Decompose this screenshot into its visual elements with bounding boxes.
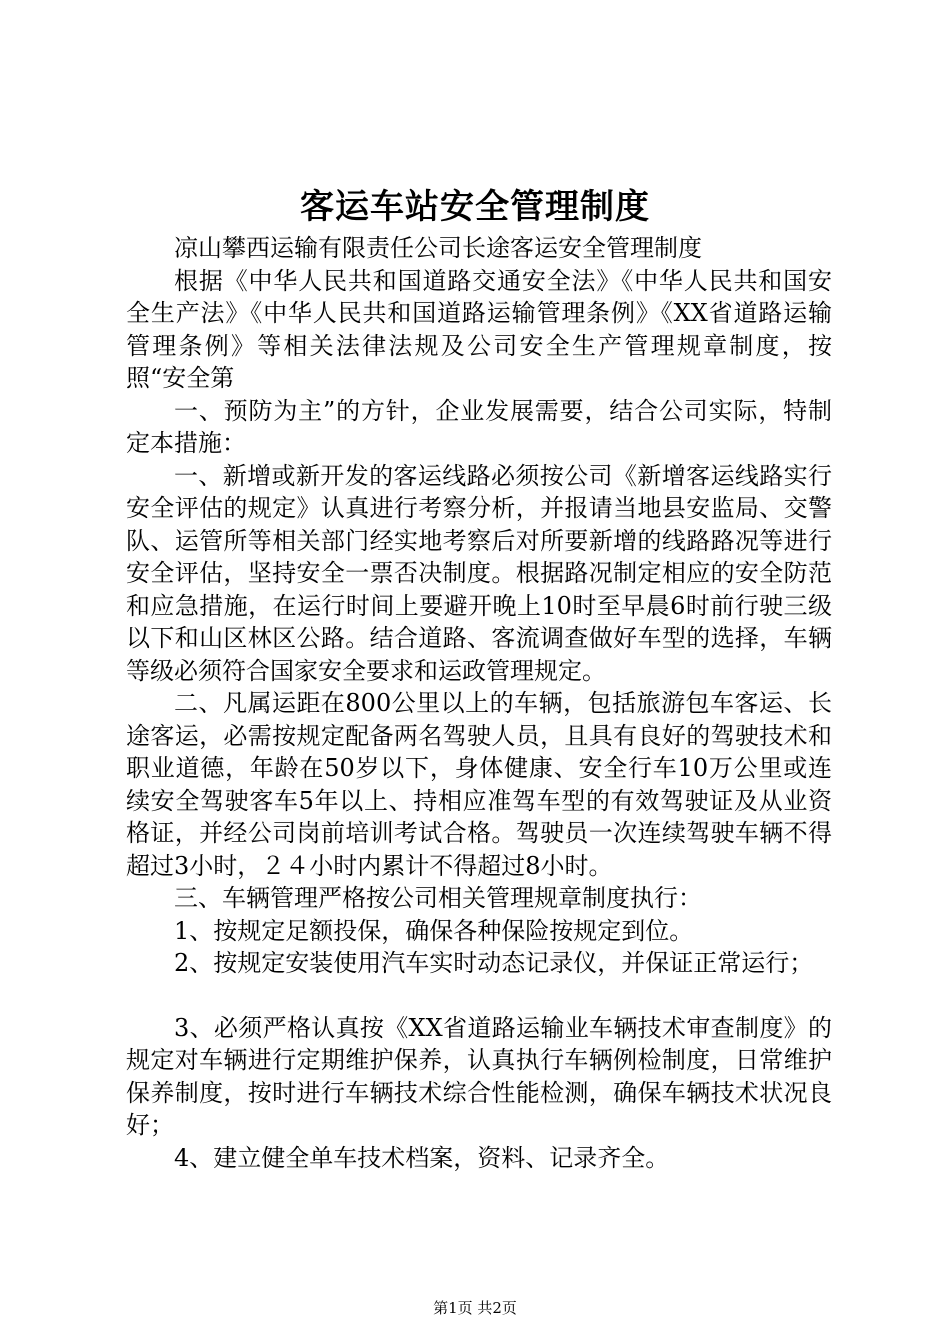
paragraph-sub-1: 1、按规定足额投保，确保各种保险按规定到位。 [174, 916, 694, 945]
document-title: 客运车站安全管理制度 [300, 187, 650, 227]
paragraph-policy: 一、预防为主”的方针，企业发展需要，结合公司实际，特制定本措施： [126, 396, 832, 457]
paragraph-sub-3: 3、必须严格认真按《XX省道路运输业车辆技术审查制度》的规定对车辆进行定期维护保养，认真执行车辆例检制度，日常维护保养制度，按时进行车辆技术综合性能检测，确保车辆技术状况良好； [126, 1013, 832, 1139]
page-number-footer: 第1页 共2页 [433, 1299, 517, 1317]
paragraph-sub-4: 4、建立健全单车技术档案，资料、记录齐全。 [174, 1143, 670, 1172]
paragraph-item-2: 二、凡属运距在800公里以上的车辆，包括旅游包车客运、长途客运，必需按规定配备两名驾驶人员，且具有良好的驾驶技术和职业道德，年龄在50岁以下，身体健康、安全行车10万公里或连续安全驾驶客车5年以上、持相应准驾车型的有效驾驶证及从业资格证，并经公司岗前培训考试合格。驾驶员一次连续驾驶车辆不得超过3小时，２４小时内累计不得超过8小时。 [126, 689, 832, 880]
document-body [126, 232, 832, 1174]
paragraph-item-1: 一、新增或新开发的客运线路必须按公司《新增客运线路实行安全评估的规定》认真进行考察分析，并报请当地县安监局、交警队、运管所等相关部门经实地考察后对所要新增的线路路况等进行安全评估，坚持安全一票否决制度。根据路况制定相应的安全防范和应急措施，在运行时间上要避开晚上10时至早晨6时前行驶三级以下和山区林区公路。结合道路、客流调查做好车型的选择，车辆等级必须符合国家安全要求和运政管理规定。 [126, 461, 832, 685]
paragraph-item-3: 三、车辆管理严格按公司相关管理规章制度执行： [174, 884, 702, 912]
paragraph-sub-2: 2、按规定安装使用汽车实时动态记录仪，并保证正常运行； [174, 949, 814, 977]
paragraph-basis: 根据《中华人民共和国道路交通安全法》《中华人民共和国安全生产法》《中华人民共和国道路运输管理条例》《XX省道路运输管理条例》等相关法律法规及公司安全生产管理规章制度，按照“安全第 [126, 266, 832, 392]
paragraph-heading-line: 凉山攀西运输有限责任公司长途客运安全管理制度 [174, 234, 702, 262]
